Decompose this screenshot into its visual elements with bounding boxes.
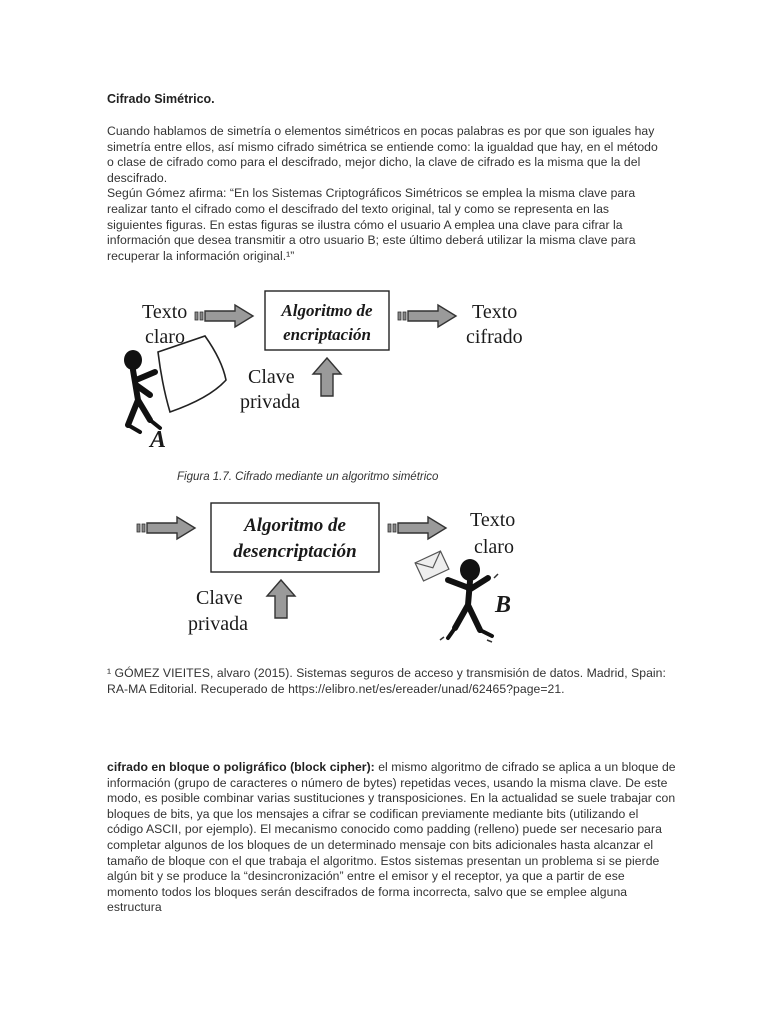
user-a-label: A: [150, 427, 167, 453]
key-label-line-2: privada: [188, 613, 248, 635]
intro-paragraph-1: Cuando hablamos de simetría o elementos simétricos en pocas palabras es por que son iguales hay simetría entre ellos, así mismo cifrado simétrica se entiende como: la igualdad que hay, en el método o clase de cifrado como para el descifrado, mejor dicho, la clave de cifrado es la misma que la del descifrado.: [107, 124, 658, 185]
intro-paragraph-2: Según Gómez afirma: “En los Sistemas Criptográficos Simétricos se emplea la misma clave para realizar tanto el cifrado como el descifrado del texto original, tal y como se representa en las siguientes figuras. En estas figuras se ilustra cómo el usuario A emplea una clave para cifrar la información que desea transmitir a otro usuario B; este último deberá utilizar la misma clave para recuperar la información original.¹”: [107, 186, 636, 263]
footnote-text: ¹ GÓMEZ VIEITES, alvaro (2015). Sistemas seguros de acceso y transmisión de datos. Madrid, Spain: RA-MA Editorial. Recuperado de https://elibro.net/es/ereader/unad/62465?page=21.: [107, 666, 666, 696]
encryption-box-line-1: Algoritmo de: [281, 301, 373, 320]
block-cipher-term: cifrado en bloque o poligráfico (block cipher):: [107, 760, 375, 774]
decryption-box-line-2: desencriptación: [233, 541, 357, 562]
footnote: [107, 666, 667, 697]
ciphertext-input-arrow-icon: [137, 517, 195, 539]
output-label-line-1: Texto: [472, 301, 518, 323]
plaintext-output-arrow-icon: [388, 517, 446, 539]
decryption-box-line-1: Algoritmo de: [244, 515, 346, 536]
user-b-label: B: [495, 592, 512, 618]
key-label-line-1: Clave: [196, 587, 243, 609]
input-arrow-icon: [195, 305, 253, 327]
key-label-line-2: privada: [240, 391, 300, 413]
plaintext-label-line-2: claro: [474, 536, 514, 558]
user-a-figure-icon: [124, 336, 226, 432]
output-label-line-2: cifrado: [466, 326, 523, 348]
encryption-box-line-2: encriptación: [283, 325, 371, 344]
encryption-figure: [124, 291, 523, 483]
output-arrow-icon: [398, 305, 456, 327]
section-heading: Cifrado Simétrico.: [107, 92, 215, 106]
input-label-line-1: Texto: [142, 301, 188, 323]
input-label-line-2: claro: [145, 326, 185, 348]
envelope-icon: [415, 551, 449, 581]
plaintext-label-line-1: Texto: [470, 509, 516, 531]
block-cipher-text: el mismo algoritmo de cifrado se aplica a un bloque de información (grupo de caracteres o número de bytes) repetidas veces, usando la misma clave. De este modo, es posible combinar varias sustituciones y transposiciones. En la actualidad se suele trabajar con bloques de bits, ya que los mensajes a cifrar se codifican previamente mediante bits (utilizando el código ASCII, por ejemplo). El mecanismo conocido como padding (relleno) puede ser necesario para completar algunos de los bloques de un determinado mensaje con bits adicionales hasta alcanzar el tamaño de bloque con el que trabaja el algoritmo. Estos sistemas presentan un problema si se pierde algún bit y se produce la “desincronización” entre el emisor y el receptor, ya que a partir de ese momento todos los bloques serán descifrados de forma incorrecta, salvo que se emplee alguna estructura: [107, 760, 676, 915]
figure-caption: Figura 1.7. Cifrado mediante un algoritmo simétrico: [177, 471, 439, 483]
key-label-line-1: Clave: [248, 366, 295, 388]
decryption-figure: [137, 503, 515, 642]
user-b-figure-icon: [415, 551, 498, 642]
key-arrow-icon: [313, 358, 341, 396]
key-arrow-up-icon: [267, 580, 295, 618]
block-cipher-paragraph: [107, 760, 677, 916]
